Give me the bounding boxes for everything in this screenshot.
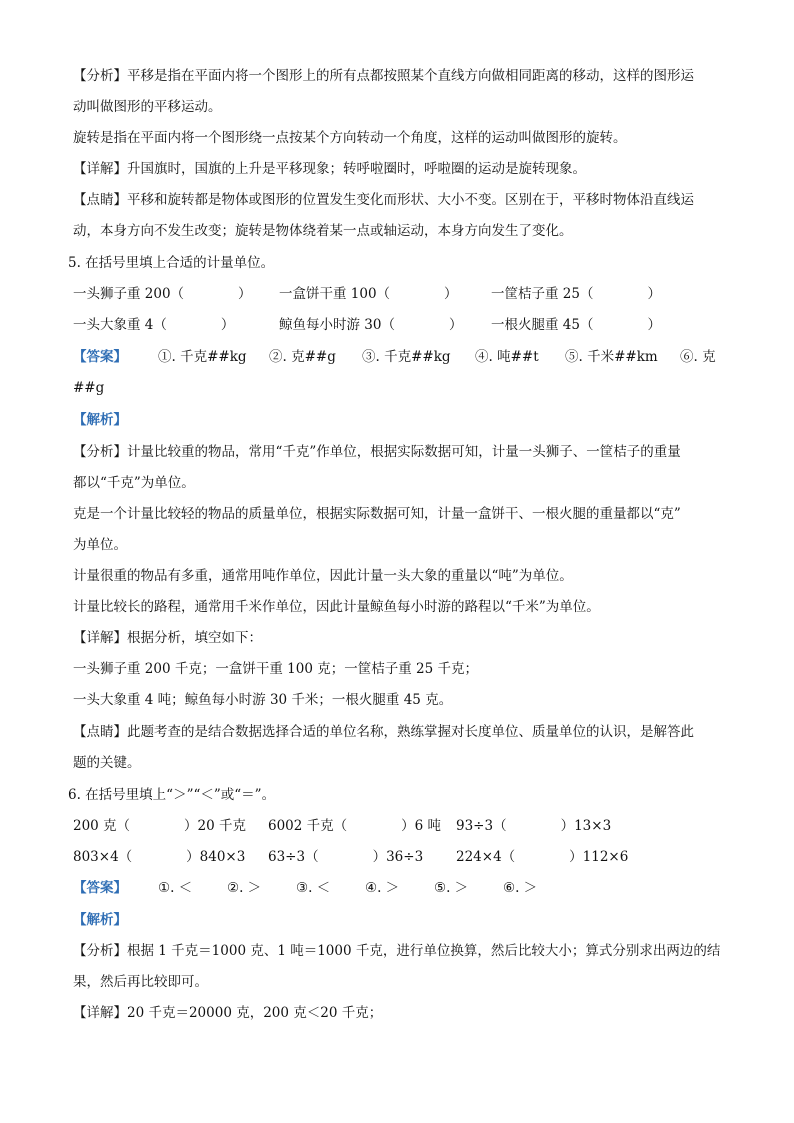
blank-item: 224×4（ ）112×6 xyxy=(456,849,629,865)
analysis-text: 平移是指在平面内将一个图形上的所有点都按照某个直线方向做相同距离的移动，这样的图形运 xyxy=(127,68,694,84)
rotation-paragraph: 旋转是指在平面内将一个图形绕一点按某个方向转动一个角度，这样的运动叫做图形的旋转。 xyxy=(73,130,627,146)
blank-item: 6002 千克（ ）6 吨 xyxy=(268,818,442,834)
analysis-line xyxy=(73,67,694,85)
question-6-title: 6. 在括号里填上“＞”“＜”或“＝”。 xyxy=(68,787,276,803)
analysis-line-cont: 都以“千克”为单位。 xyxy=(73,475,195,491)
detail-text: 20 千克＝20000 克，200 克＜20 千克； xyxy=(127,1005,383,1021)
question-5-title: 5. 在括号里填上合适的计量单位。 xyxy=(68,255,275,271)
answer-item: ①. ＜ xyxy=(158,880,193,896)
analysis-text: 计量比较重的物品，常用“千克”作单位，根据实际数据可知，计量一头狮子、一筐桔子的重量 xyxy=(127,444,681,460)
answer-item: ⑤. 千米##km xyxy=(565,349,658,365)
blank-item: 200 克（ ）20 千克 xyxy=(73,818,247,834)
analysis-text: 根据 1 千克＝1000 克、1 吨＝1000 千克，进行单位换算，然后比较大小；算式分别求出两边的结 xyxy=(127,943,721,959)
answer-item: ②. ＞ xyxy=(227,880,262,896)
blank-item: 一头狮子重 200（ ） xyxy=(73,286,252,302)
paragraph-cont: 为单位。 xyxy=(73,537,127,553)
detail-tag: 【详解】 xyxy=(73,1005,127,1021)
jiexi-tag: 【解析】 xyxy=(73,912,127,928)
analysis-tag: 【分析】 xyxy=(73,943,127,959)
fill-line: 一头大象重 4 吨；鲸鱼每小时游 30 千米；一根火腿重 45 克。 xyxy=(73,692,453,708)
note-line-cont: 题的关键。 xyxy=(73,755,141,771)
detail-line xyxy=(73,629,262,647)
answer-item: ①. 千克##kg xyxy=(158,349,247,365)
answer-tag: 【答案】 xyxy=(73,880,127,896)
analysis-tag: 【分析】 xyxy=(73,68,127,84)
blank-item: 803×4（ ）840×3 xyxy=(73,849,246,865)
answer-item: ④. ＞ xyxy=(365,880,400,896)
note-line-cont: 动，本身方向不发生改变；旋转是物体绕着某一点或轴运动，本身方向发生了变化。 xyxy=(73,223,573,239)
fill-line: 一头狮子重 200 千克；一盒饼干重 100 克；一筐桔子重 25 千克； xyxy=(73,661,478,677)
paragraph: 计量很重的物品有多重，通常用吨作单位，因此计量一头大象的重量以“吨”为单位。 xyxy=(73,568,573,584)
blank-item: 鲸鱼每小时游 30（ ） xyxy=(279,317,463,333)
note-text: 平移和旋转都是物体或图形的位置发生变化而形状、大小不变。区别在于，平移时物体沿直线运 xyxy=(127,192,694,208)
detail-tag: 【详解】 xyxy=(73,161,127,177)
answer-item: ②. 克##g xyxy=(269,349,336,365)
answer-item: ④. 吨##t xyxy=(475,349,539,365)
detail-line xyxy=(73,160,586,178)
answer-tag: 【答案】 xyxy=(73,349,127,365)
blank-item: 93÷3（ ）13×3 xyxy=(456,818,612,834)
note-line xyxy=(73,191,694,209)
analysis-tag: 【分析】 xyxy=(73,444,127,460)
analysis-line-cont: 动叫做图形的平移运动。 xyxy=(73,99,222,115)
blank-item: 63÷3（ ）36÷3 xyxy=(268,849,424,865)
detail-line xyxy=(73,1004,382,1022)
paragraph: 计量比较长的路程，通常用千米作单位，因此计量鲸鱼每小时游的路程以“千米”为单位。 xyxy=(73,599,600,615)
note-tag: 【点睛】 xyxy=(73,192,127,208)
answer-item: ⑥. ＞ xyxy=(503,880,538,896)
paragraph: 克是一个计量比较轻的物品的质量单位，根据实际数据可知，计量一盒饼干、一根火腿的重量都以“克” xyxy=(73,506,681,522)
detail-text: 升国旗时，国旗的上升是平移现象；转呼啦圈时，呼啦圈的运动是旋转现象。 xyxy=(127,161,586,177)
note-tag: 【点睛】 xyxy=(73,724,127,740)
blank-item: 一盒饼干重 100（ ） xyxy=(279,286,458,302)
analysis-line xyxy=(73,942,720,960)
detail-tag: 【详解】 xyxy=(73,630,127,646)
jiexi-tag: 【解析】 xyxy=(73,412,127,428)
answer-item: ⑤. ＞ xyxy=(434,880,469,896)
answer-item: ③. ＜ xyxy=(296,880,331,896)
blank-item: 一根火腿重 45（ ） xyxy=(491,317,661,333)
answer-line-cont: ##g xyxy=(73,380,105,396)
analysis-line-cont: 果，然后再比较即可。 xyxy=(73,974,208,990)
note-text: 此题考查的是结合数据选择合适的单位名称，熟练掌握对长度单位、质量单位的认识，是解答此 xyxy=(127,724,694,740)
blank-item: 一筐桔子重 25（ ） xyxy=(491,286,661,302)
analysis-line xyxy=(73,443,681,461)
blank-item: 一头大象重 4（ ） xyxy=(73,317,235,333)
detail-text: 根据分析，填空如下： xyxy=(127,630,262,646)
answer-item: ⑥. 克 xyxy=(680,349,716,365)
answer-item: ③. 千克##kg xyxy=(362,349,451,365)
note-line xyxy=(73,723,694,741)
